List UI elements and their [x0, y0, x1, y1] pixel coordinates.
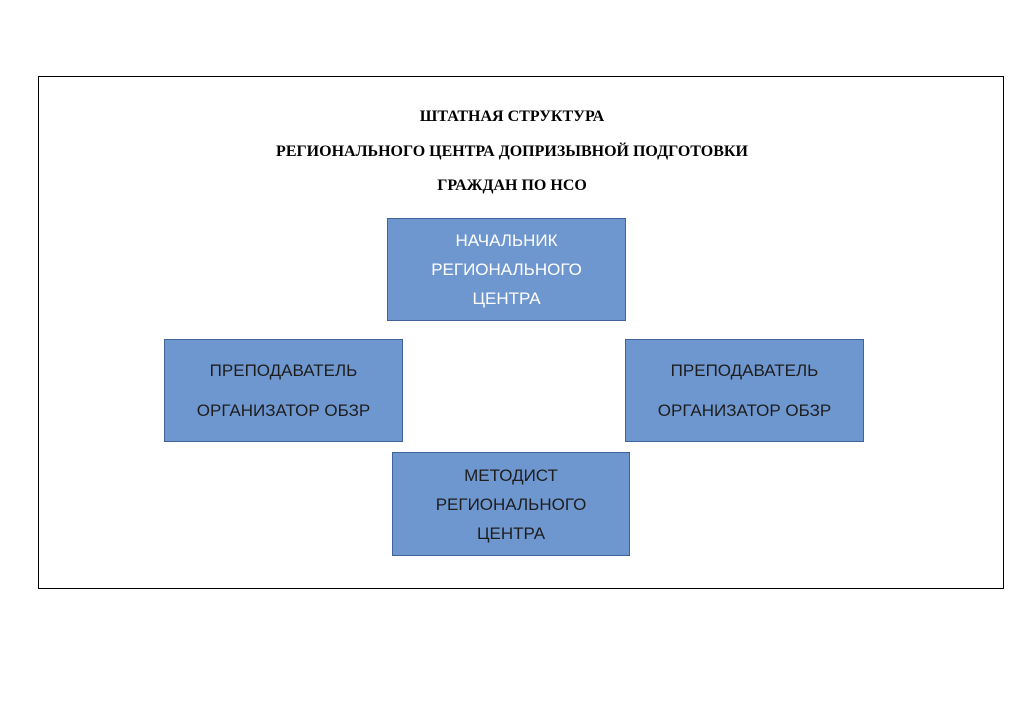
node-head-line-1: НАЧАЛЬНИК	[455, 231, 558, 250]
node-teacher-left	[164, 339, 403, 442]
node-methodist-line-2: РЕГИОНАЛЬНОГО	[435, 494, 587, 514]
node-head-line-2: РЕГИОНАЛЬНОГО	[431, 260, 582, 279]
node-teacher-left-line-1: ПРЕПОДАВАТЕЛЬ	[209, 360, 358, 380]
node-methodist-line-3: ЦЕНТРА	[476, 523, 546, 543]
node-teacher-right-line-1: ПРЕПОДАВАТЕЛЬ	[670, 360, 819, 380]
title-line-3: ГРАЖДАН ПО НСО	[437, 177, 587, 194]
node-methodist-line-1: МЕТОДИСТ	[464, 465, 558, 485]
node-methodist	[392, 452, 630, 556]
title-line-1: ШТАТНАЯ СТРУКТУРА	[419, 108, 605, 125]
node-teacher-left-line-2: ОРГАНИЗАТОР ОБЗР	[196, 400, 371, 420]
node-teacher-right-line-2: ОРГАНИЗАТОР ОБЗР	[657, 400, 832, 420]
node-teacher-right	[625, 339, 864, 442]
node-head-of-center	[387, 218, 626, 321]
node-head-line-3: ЦЕНТРА	[472, 289, 541, 308]
title-line-2: РЕГИОНАЛЬНОГО ЦЕНТРА ДОПРИЗЫВНОЙ ПОДГОТОВКИ	[276, 143, 748, 160]
